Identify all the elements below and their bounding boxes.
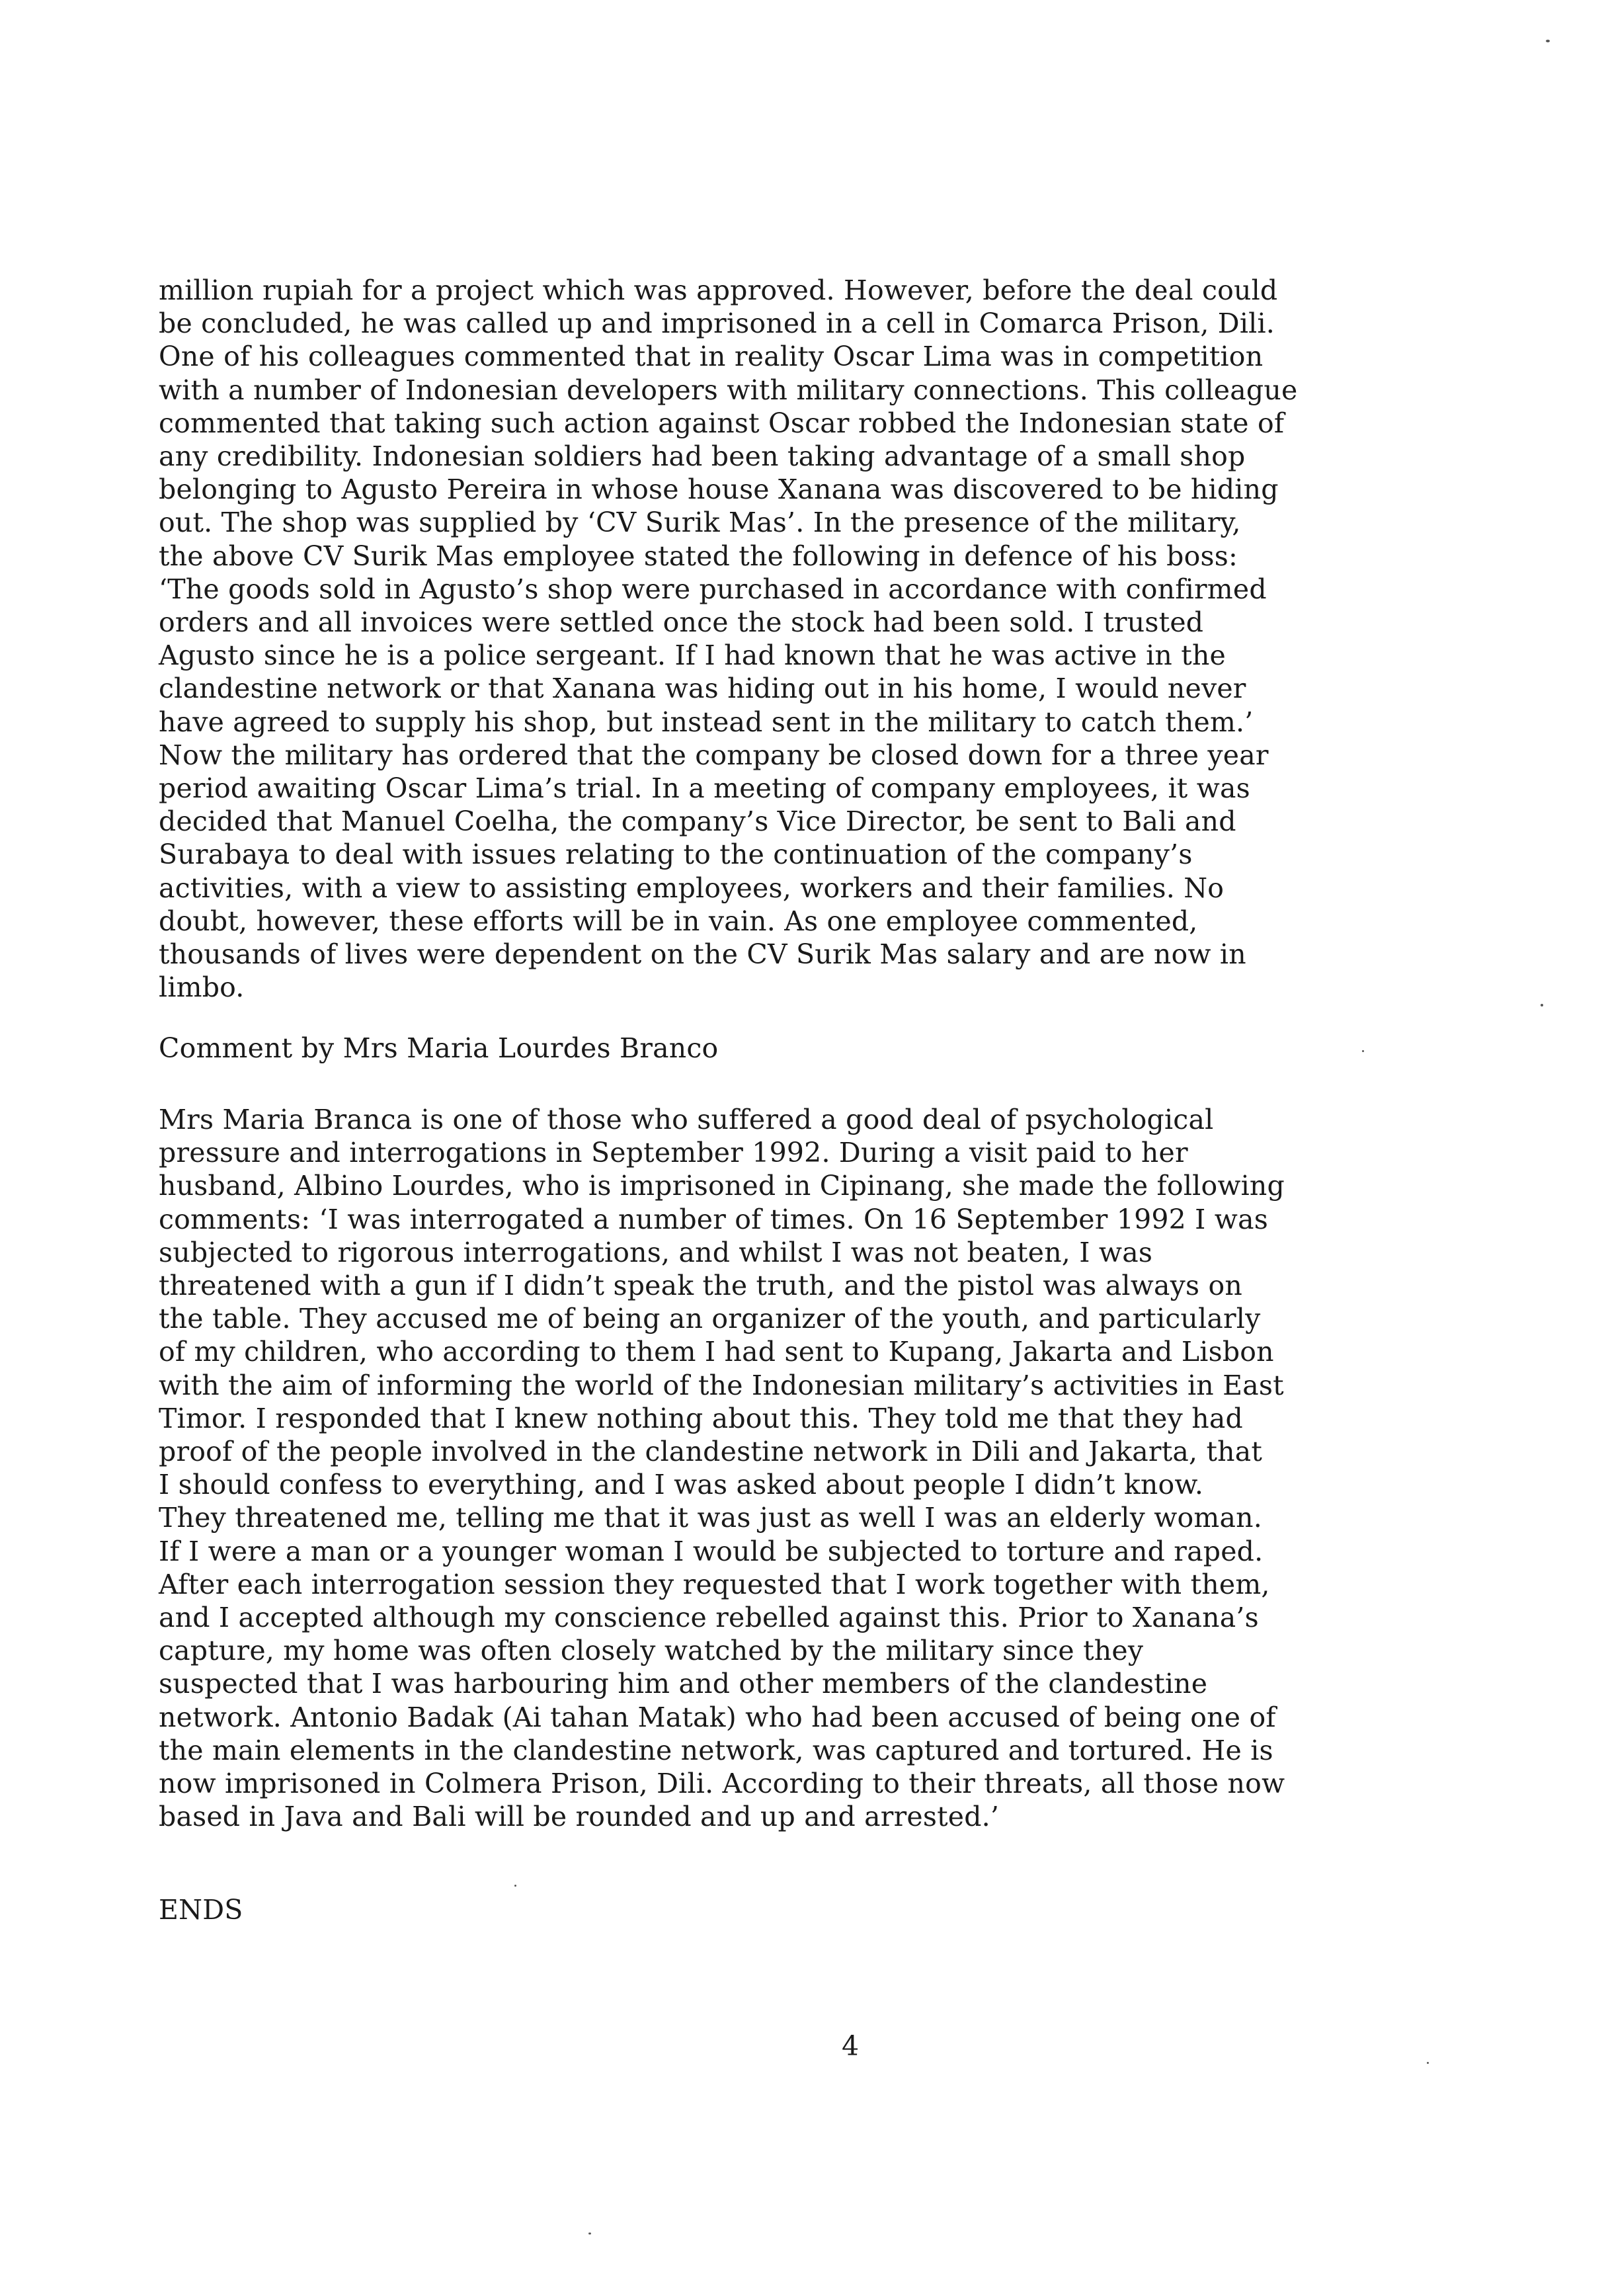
- scan-speck: [1546, 40, 1550, 42]
- section-heading: Comment by Mrs Maria Lourdes Branco: [159, 1032, 719, 1064]
- scan-speck: [1541, 1004, 1543, 1006]
- closing-mark: ENDS: [159, 1894, 243, 1926]
- body-paragraph-1: million rupiah for a project which was approved. However, before the deal could be concluded, he was called up and imprisoned in a cell in Comarca Prison, Dili. One of his colleagues commented that in reality Oscar Lima was in competition with a number of Indonesian developers with military connections. This colleague commented that taking such action against Oscar robbed the Indonesian state of any credibility. Indonesian soldiers had been taking advantage of a small shop belonging to Agusto Pereira in whose house Xanana was discovered to be hiding out. The shop was supplied by ‘CV Surik Mas’. In the presence of the military, the above CV Surik Mas employee stated the following in defence of his boss: ‘The goods sold in Agusto’s shop were purchased in accordance with confirmed orders and all invoices were settled once the stock had been sold. I trusted Agusto since he is a police sergeant. If I had known that he was active in the clandestine network or that Xanana was hiding out in his home, I would never have agreed to supply his shop, but instead sent in the military to catch them.’ Now the military has ordered that the company be closed down for a three year period awaiting Oscar Lima’s trial. In a meeting of company employees, it was decided that Manuel Coelha, the company’s Vice Director, be sent to Bali and Surabaya to deal with issues relating to the continuation of the company’s activities, with a view to assisting employees, workers and their families. No doubt, however, these efforts will be in vain. As one employee commented, thousands of lives were dependent on the CV Surik Mas salary and are now in limbo.: [159, 274, 1298, 1004]
- body-paragraph-2: Mrs Maria Branca is one of those who suffered a good deal of psychological pressure and interrogations in September 1992. During a visit paid to her husband, Albino Lourdes, who is imprisoned in Cipinang, she made the following comments: ‘I was interrogated a number of times. On 16 September 1992 I was subjected to rigorous interrogations, and whilst I was not beaten, I was threatened with a gun if I didn’t speak the truth, and the pistol was always on the table. They accused me of being an organizer of the youth, and particularly of my children, who according to them I had sent to Kupang, Jakarta and Lisbon with the aim of informing the world of the Indonesian military’s activities in East Timor. I responded that I knew nothing about this. They told me that they had proof of the people involved in the clandestine network in Dili and Jakarta, that I should confess to everything, and I was asked about people I didn’t know. They threatened me, telling me that it was just as well I was an elderly woman. If I were a man or a younger woman I would be subjected to torture and raped. After each interrogation session they requested that I work together with them, and I accepted although my conscience rebelled against this. Prior to Xanana’s capture, my home was often closely watched by the military since they suspected that I was harbouring him and other members of the clandestine network. Antonio Badak (Ai tahan Matak) who had been accused of being one of the main elements in the clandestine network, was captured and tortured. He is now imprisoned in Colmera Prison, Dili. According to their threats, all those now based in Java and Bali will be rounded and up and arrested.’: [159, 1104, 1285, 1833]
- scan-speck: [514, 1885, 516, 1887]
- scan-speck: [1427, 2062, 1429, 2064]
- scan-speck: [1362, 1050, 1364, 1052]
- scan-speck: [588, 2233, 591, 2234]
- page-number: 4: [841, 2030, 860, 2062]
